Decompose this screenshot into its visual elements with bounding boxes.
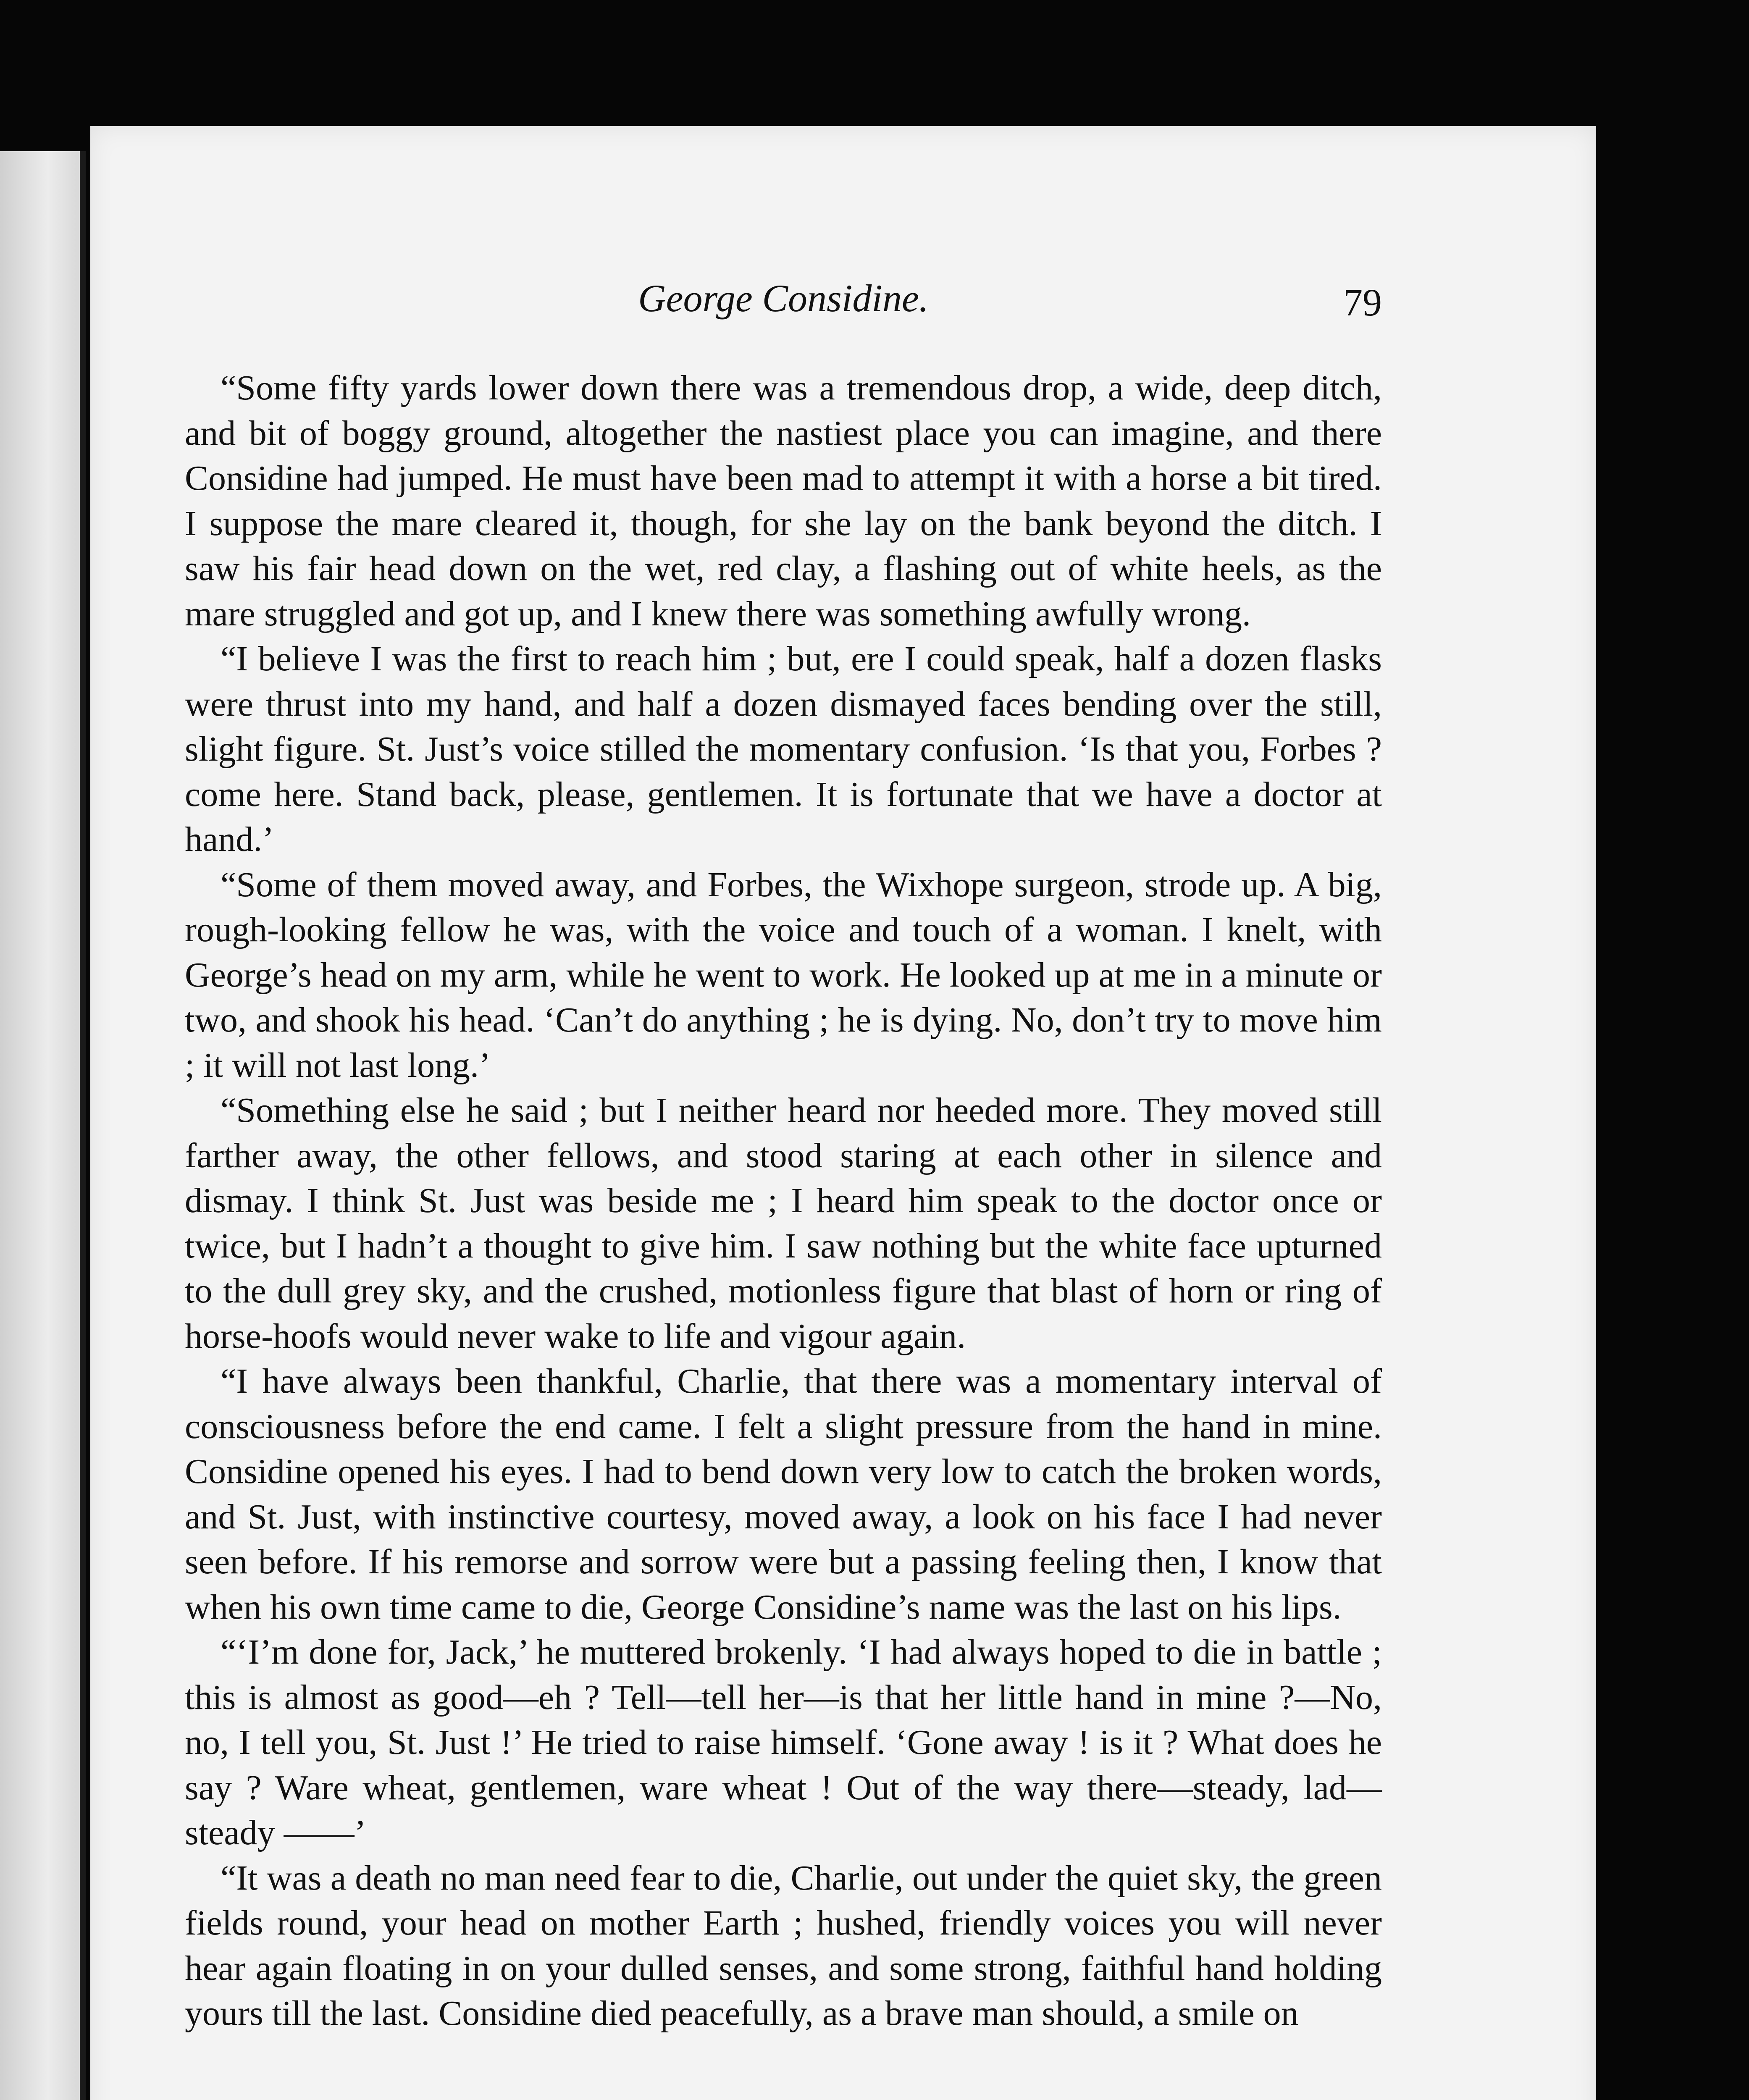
- paragraph: “I have always been thankful, Charlie, that there was a momentary interval of consciousness before the end came. I felt a slight pressure from the hand in mine. Considine opened his eyes. I had to bend down very low to catch the broken words, and St. Just, with instinctive courtesy, moved away, a look on his face I had never seen before. If his remorse and sorrow were but a passing feeling then, I know that when his own time came to die, George Considine’s name was the last on his lips.: [185, 1362, 1382, 1627]
- paragraph: “Some of them moved away, and Forbes, the Wixhope surgeon, strode up. A big, rough-looking fellow he was, with the voice and touch of a woman. I knelt, with George’s head on my arm, while he went to work. He looked up at me in a minute or two, and shook his head. ‘Can’t do anything ; he is dying. No, don’t try to move him ; it will not last long.’: [185, 865, 1382, 1085]
- page-number: 79: [1343, 281, 1382, 324]
- book-page: [90, 126, 1596, 2100]
- page-content: [185, 277, 1382, 2036]
- body-text: [185, 365, 1382, 2036]
- left-page-edge: [0, 151, 86, 2100]
- paragraph: “It was a death no man need fear to die, Charlie, out under the quiet sky, the green fields round, your head on mother Earth ; hushed, friendly voices you will never hear again floating in on your dulled senses, and some strong, faithful hand holding yours till the last. Considine died peacefully, as a brave man should, a smile on: [185, 1858, 1382, 2033]
- paragraph: “Some fifty yards lower down there was a tremendous drop, a wide, deep ditch, and bit of boggy ground, altogether the nastiest place you can imagine, and there Considine had jumped. He must have been mad to attempt it with a horse a bit tired. I suppose the mare cleared it, though, for she lay on the bank beyond the ditch. I saw his fair head down on the wet, red clay, a flashing out of white heels, as the mare struggled and got up, and I knew there was something awfully wrong.: [185, 368, 1382, 633]
- paragraph: “I believe I was the first to reach him ; but, ere I could speak, half a dozen flasks were thrust into my hand, and half a dozen dismayed faces bending over the still, slight figure. St. Just’s voice stilled the momentary confusion. ‘Is that you, Forbes ? come here. Stand back, please, gentlemen. It is fortunate that we have a doctor at hand.’: [185, 639, 1382, 859]
- page-header: [185, 277, 1382, 365]
- paragraph: “‘I’m done for, Jack,’ he muttered brokenly. ‘I had always hoped to die in battle ; this is almost as good—eh ? Tell—tell her—is that her little hand in mine ?—No, no, I tell you, St. Just !’ He tried to raise himself. ‘Gone away ! is it ? What does he say ? Ware wheat, gentlemen, ware wheat ! Out of the way there—steady, lad—steady ——’: [185, 1633, 1382, 1852]
- paragraph: “Something else he said ; but I neither heard nor heeded more. They moved still farther away, the other fellows, and stood staring at each other in silence and dismay. I think St. Just was beside me ; I heard him speak to the doctor once or twice, but I hadn’t a thought to give him. I saw nothing but the white face upturned to the dull grey sky, and the crushed, motionless figure that blast of horn or ring of horse-hoofs would never wake to life and vigour again.: [185, 1091, 1382, 1356]
- running-head: George Considine.: [638, 277, 929, 320]
